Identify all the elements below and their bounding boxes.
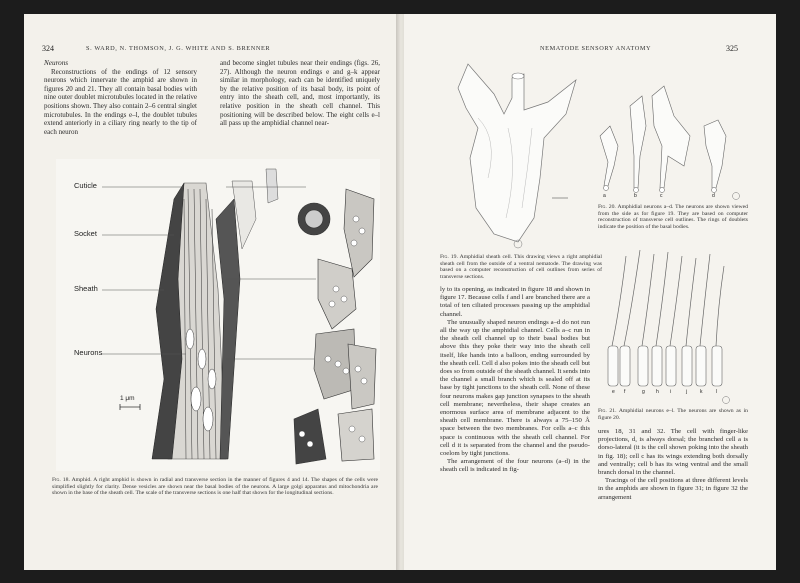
fig21-letter-i: i	[670, 389, 672, 395]
figure-20-caption-text: Amphidial neurons a–d. The neurons are shown viewed from the side as for figure 19. They are based on computer reconstruction of transverse cell outlines. The rings of doublets indicate the position of the basal bodies.	[598, 204, 748, 231]
right-column-2	[598, 428, 748, 502]
right-col1-para-1: ly to its opening, as indicated in figure 18 and shown in figure 17. Because cells f and l are branched there are a total of ten ciliated processes passing up the amphidial channel.	[440, 286, 590, 318]
left-page	[24, 14, 398, 570]
fig21-letter-j: j	[686, 389, 688, 395]
right-column-1	[440, 286, 590, 475]
left-running-head: S. WARD, N. THOMSON, J. G. WHITE AND S. BRENNER	[86, 45, 271, 52]
figure-19-caption	[440, 254, 602, 281]
right-col2-para-2: Tracings of the cell positions at three different levels in the amphids are shown in figure 31; in figure 32 the arrangement	[598, 477, 748, 501]
left-page-number: 324	[42, 44, 54, 53]
figure-21-caption-text: Amphidial neurons e–l. The neurons are shown as in figure 20.	[598, 408, 748, 421]
right-page-number: 325	[726, 44, 738, 53]
left-col1-para: Reconstructions of the endings of 12 sensory neurons which innervate the amphid are shown in figures 20 and 21. They all contain basal bodies with nine outer doublet microtubules located in the relative positions shown. They also contain 2–6 central singlet microtubules. In the endings e–l, the doublet tubules extend anteriorly in a ciliary ring nearly to the tip of each neuron	[44, 67, 197, 136]
label-neurons: Neurons	[74, 348, 103, 357]
right-col1-para-2: The unusually shaped neuron endings a–d do not run all the way up the amphidial channel. Cells a–c run in the sheath cell channel up to their basal bodies but above this they poke their way into the sheath cell itself, like hands into a balloon, ending surrounded by the sheath cell. Cell d also pokes into the sheath cell but does so from outside of the sheath channel. It sends into the channel a small branch which is sealed off at its base by tight junctions to the sheath cell. None of these four neurons makes gap junction synapses to the sheath cell membrane; nevertheless, their shape creates an enormous surface area of membrane adjacent to the sheath cell membrane. There is always a 75–150 Å space between the two membranes. For cells a–c this space is continuous with the sheath cell channel. For cell d it is separated from the channel and the pseudo-coelom by tight junctions.	[440, 318, 590, 458]
figure-18-caption-label: Fig. 18.	[52, 477, 70, 483]
figure-18-drawing	[56, 159, 380, 471]
fig20-letter-b: b	[634, 193, 637, 199]
right-page	[404, 14, 776, 570]
scale-bar-label: 1 μm	[120, 395, 135, 402]
figure-20	[594, 76, 746, 202]
figure-20-caption	[598, 204, 748, 231]
fig21-letter-g: g	[642, 389, 645, 395]
fig21-letter-k: k	[700, 389, 703, 395]
figure-18-caption	[52, 477, 378, 497]
figure-19-drawing	[448, 58, 588, 252]
fig21-letter-h: h	[656, 389, 659, 395]
left-column-1	[44, 59, 197, 136]
label-cuticle: Cuticle	[74, 181, 97, 190]
figure-18	[56, 159, 380, 471]
fig20-letter-a: a	[603, 193, 606, 199]
fig21-letter-f: f	[624, 389, 626, 395]
right-col2-para-1: ures 18, 31 and 32. The cell with finger-like projections, d, is always dorsal; the branched cell a is dorso-lateral (it is the cell shown poking into the sheath in fig. 18); cell c has its wings extending both dorsally and ventrally; cell b has its wing ventral and the small branch dorsal in the channel.	[598, 428, 748, 477]
left-col2-para: and become singlet tubules near their endings (figs. 26, 27). Although the neuron endings e and g–k appear similar in morphology, each can be identified uniquely by the relative position of its basal body, its point of entry into the sheath cell, and, most importantly, its relative position in the sheath cell channel. This positioning will be described below. The eight cells e–l all pass up the amphidial channel near-	[220, 59, 380, 128]
figure-21-caption-label: Fig. 21.	[598, 408, 617, 414]
label-socket: Socket	[74, 229, 97, 238]
figure-21	[600, 246, 750, 406]
figure-21-drawing	[600, 246, 750, 406]
fig21-letter-l: l	[716, 389, 718, 395]
fig21-letter-e: e	[612, 389, 615, 395]
right-running-head: NEMATODE SENSORY ANATOMY	[540, 45, 652, 52]
fig20-letter-c: c	[660, 193, 663, 199]
figure-19-caption-text: Amphidial sheath cell. This drawing views a right amphidial sheath cell from the outside of a ventral nematode. The drawing was based on a computer reconstruction of cell outlines from series of transverse sections.	[440, 254, 602, 281]
figure-20-caption-label: Fig. 20.	[598, 204, 616, 210]
figure-21-caption	[598, 408, 748, 421]
figure-18-caption-text: Amphid. A right amphid is shown in radial and transverse section in the manner of figures 4 and 14. The shapes of the cells were simplified slightly for clarity. Dense vesicles are shown near the basal bodies of the neurons. A large golgi apparatus and mitochondria are shown in the base of the sheath cell. The scale of the transverse sections is one half that shown for the longitudinal sections.	[52, 477, 379, 497]
section-heading: Neurons	[44, 59, 69, 67]
right-col1-para-3: The arrangement of the four neurons (a–d) in the sheath cell is indicated in fig-	[440, 458, 590, 474]
left-column-2	[220, 59, 380, 128]
figure-20-drawing	[594, 76, 746, 202]
label-sheath: Sheath	[74, 284, 98, 293]
fig20-letter-d: d	[712, 193, 715, 199]
figure-19-caption-label: Fig. 19.	[440, 254, 458, 260]
figure-19	[448, 58, 588, 252]
